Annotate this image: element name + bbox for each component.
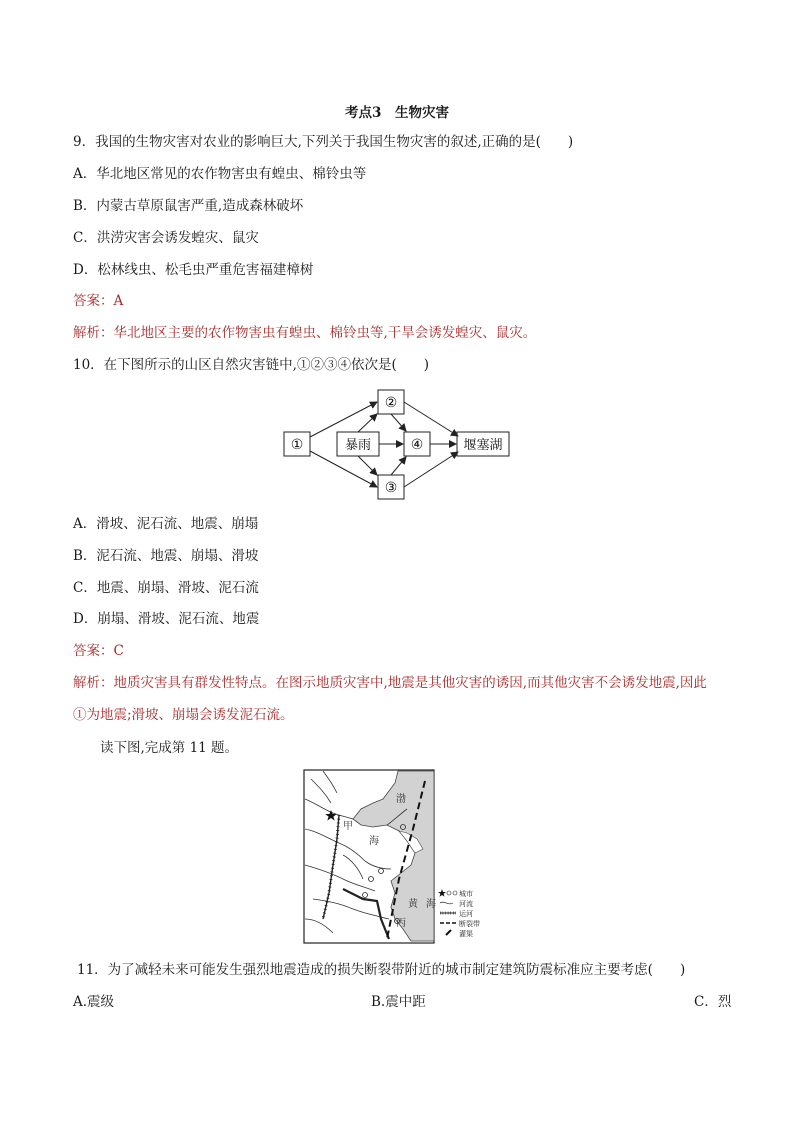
- legend-canal: 运河: [459, 910, 473, 918]
- map-legend: [438, 889, 480, 938]
- box-rain-label: 暴雨: [344, 438, 372, 453]
- q11-option-a: A.震级: [73, 994, 115, 1010]
- legend-fault: 断裂带: [459, 920, 480, 928]
- q9-option-a: A．华北地区常见的农作物害虫有蝗虫、棉铃虫等: [73, 166, 367, 182]
- q10-option-a: A．滑坡、泥石流、地震、崩塌: [73, 516, 259, 532]
- q11-option-b: B.震中距: [371, 994, 426, 1010]
- box-4-label: ④: [410, 437, 424, 453]
- q11-stem: 11．为了减轻未来可能发生强烈地震造成的损失断裂带附近的城市制定建筑防震标准应主要考虑( ): [77, 962, 686, 978]
- label-jia: 甲: [343, 821, 353, 832]
- earthquake-map: [303, 769, 493, 945]
- q9-option-d: D．松林线虫、松毛虫严重危害福建樟树: [73, 262, 314, 278]
- q10-answer: 答案：C: [73, 643, 124, 659]
- q9-option-b: B．内蒙古草原鼠害严重,造成森林破坏: [73, 198, 304, 214]
- label-bing: 丙: [396, 918, 406, 929]
- q10-analysis-line1: 解析：地质灾害具有群发性特点。在图示地质灾害中,地震是其他灾害的诱因,而其他灾害不会诱发地震,因此: [73, 675, 707, 691]
- q10-stem: 10．在下图所示的山区自然灾害链中,①②③④依次是( ): [73, 357, 430, 373]
- legend-river: 河流: [459, 900, 473, 908]
- box-lake-label: 堰塞湖: [463, 438, 503, 453]
- q10-option-c: C．地震、崩塌、滑坡、泥石流: [73, 580, 259, 596]
- disaster-chain-diagram: [282, 387, 514, 501]
- label-huanghai-2: 海: [426, 899, 436, 910]
- q9-option-c: C．洪涝灾害会诱发蝗灾、鼠灾: [73, 230, 259, 246]
- label-huanghai-1: 黄: [408, 899, 418, 910]
- q9-stem: 9．我国的生物灾害对农业的影响巨大,下列关于我国生物灾害的叙述,正确的是( ): [73, 134, 574, 150]
- legend-irrigation: 灌渠: [459, 930, 473, 938]
- legend-city: 城市: [459, 890, 473, 898]
- q9-analysis: 解析：华北地区主要的农作物害虫有蝗虫、棉铃虫等,干旱会诱发蝗灾、鼠灾。: [73, 325, 537, 341]
- q9-answer: 答案：A: [73, 293, 124, 309]
- section-title: 考点3 生物灾害: [345, 105, 449, 121]
- q10-option-d: D．崩塌、滑坡、泥石流、地震: [73, 611, 260, 627]
- box-1-label: ①: [290, 437, 304, 453]
- label-bohai-1: 渤: [396, 794, 406, 805]
- q10-option-b: B．泥石流、地震、崩塌、滑坡: [73, 548, 259, 564]
- label-bohai-2: 海: [369, 836, 379, 847]
- box-2-label: ②: [384, 395, 398, 411]
- box-3-label: ③: [384, 480, 398, 496]
- q10-analysis-line2: ①为地震;滑坡、崩塌会诱发泥石流。: [73, 707, 294, 723]
- read-prompt: 读下图,完成第 11 题。: [100, 740, 239, 756]
- q11-option-c: C．烈: [694, 994, 732, 1010]
